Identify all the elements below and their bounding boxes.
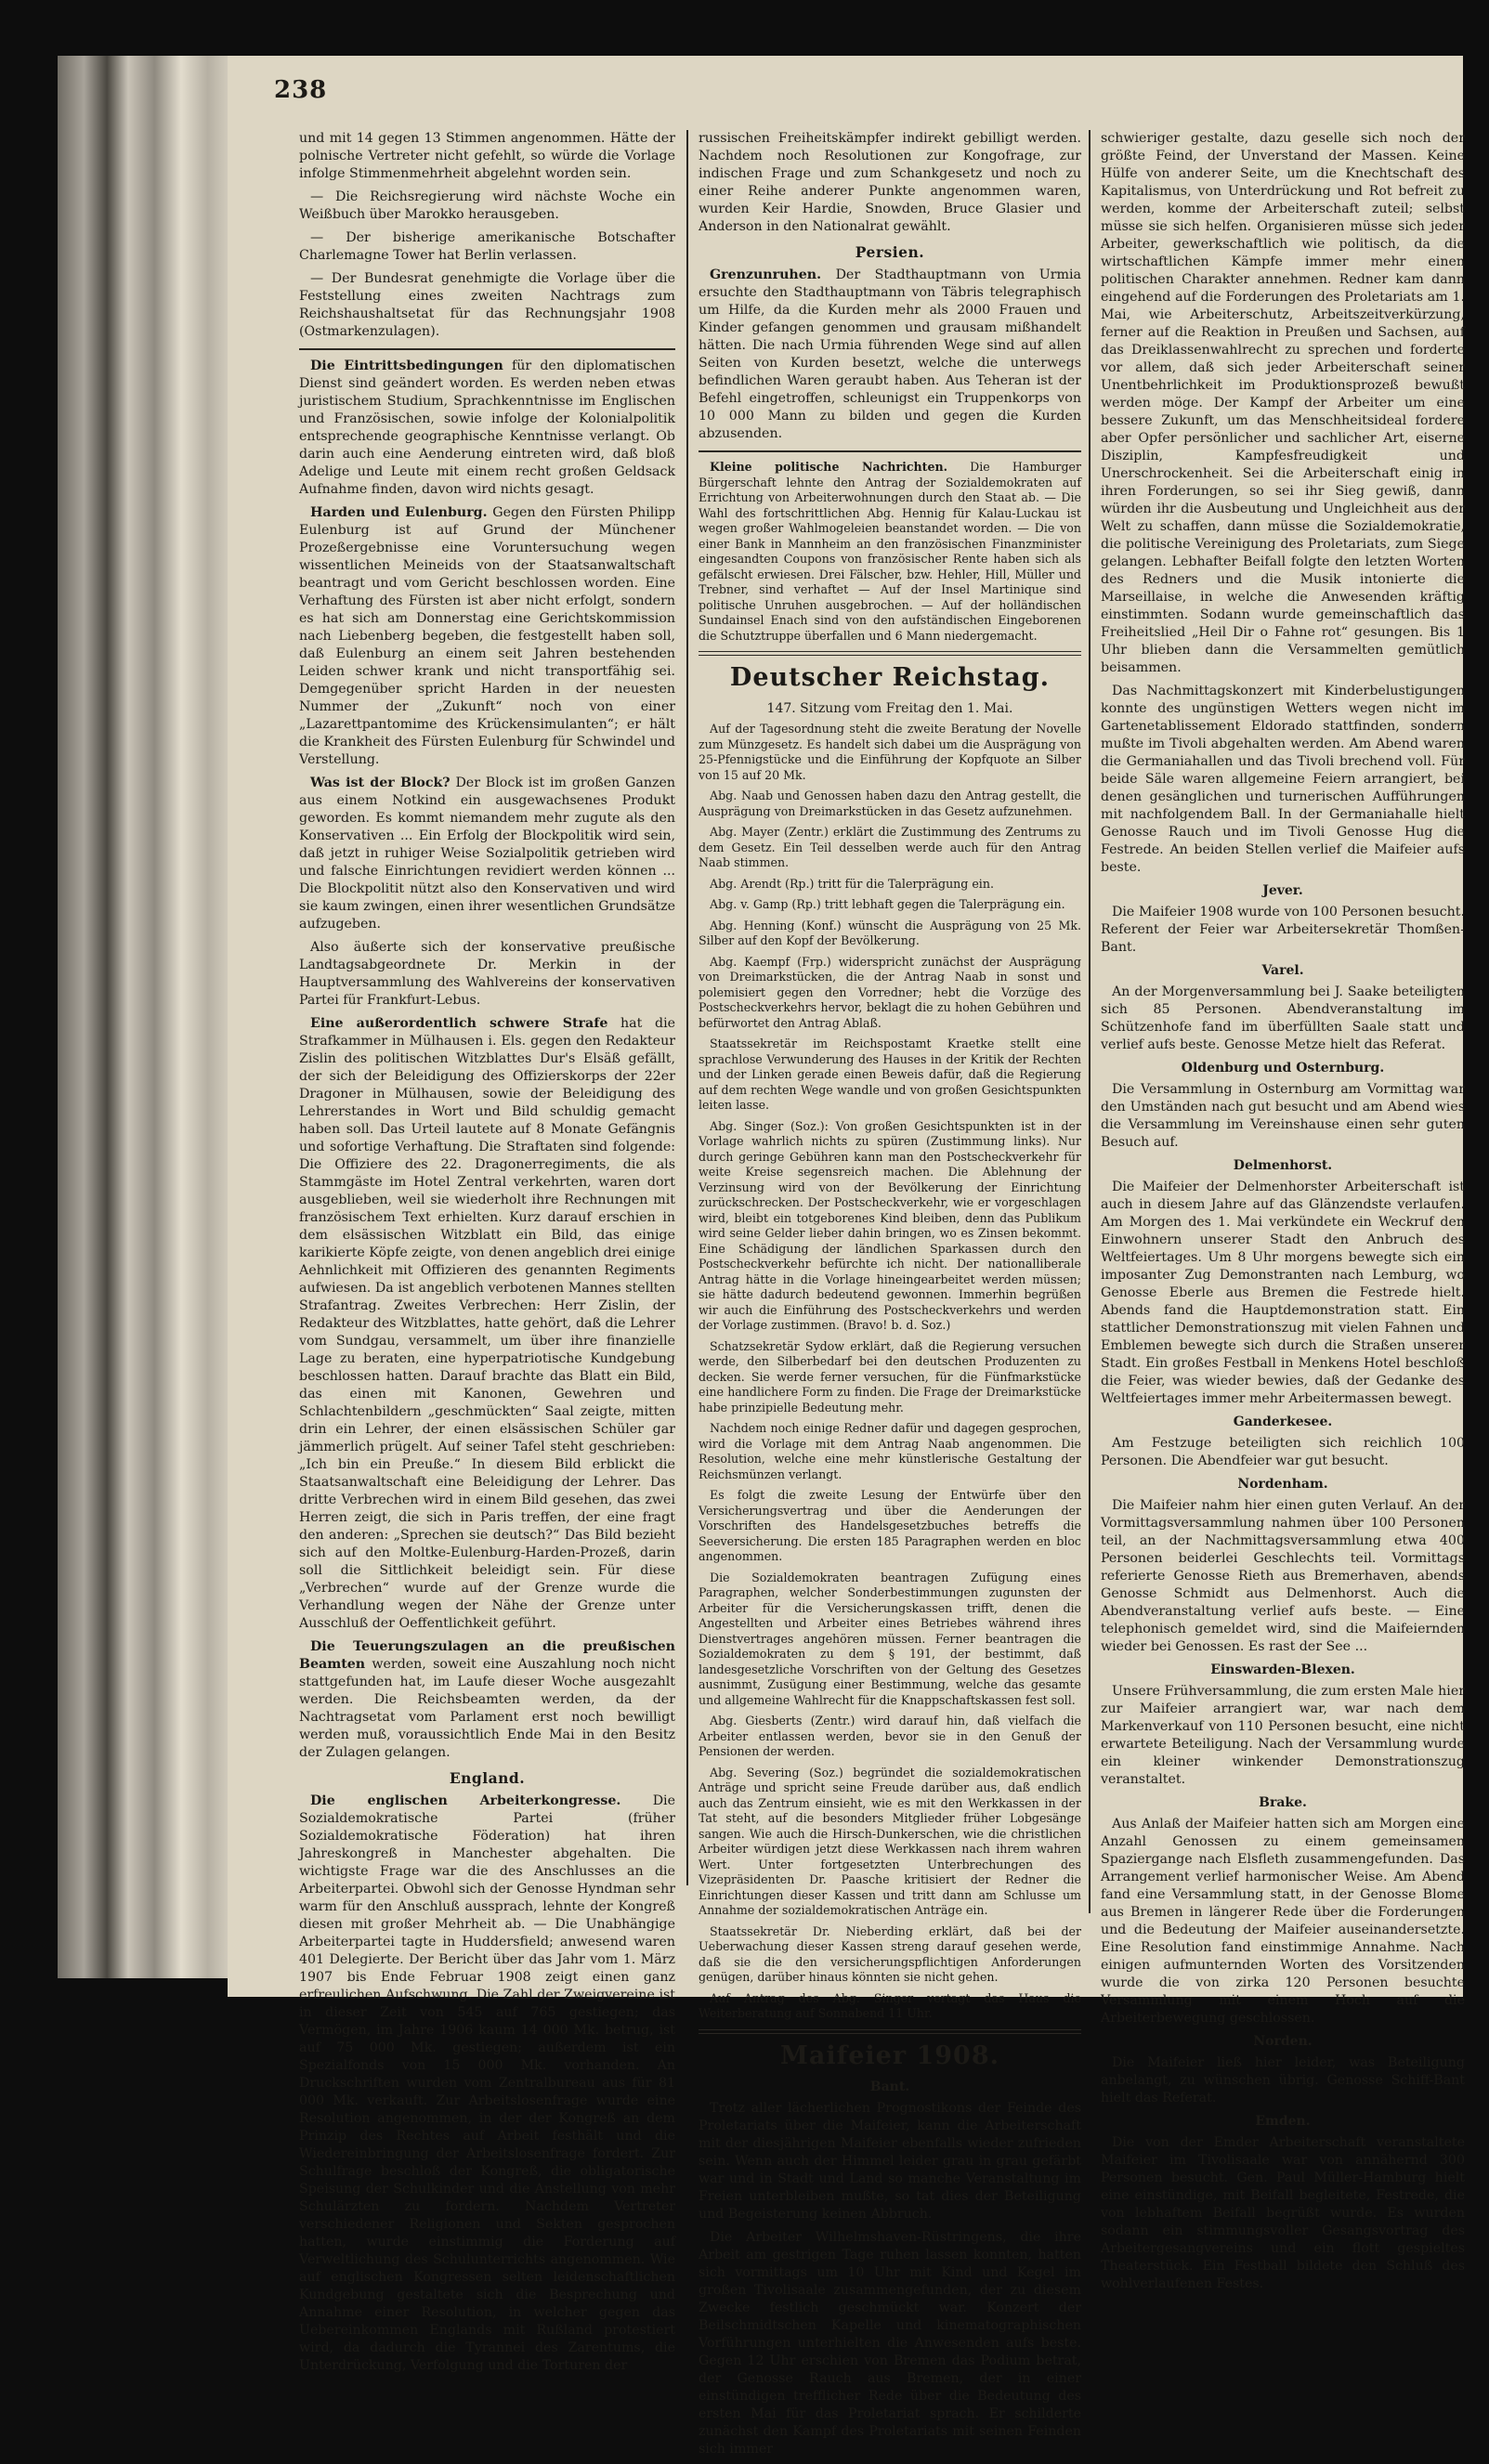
reichstag-paragraph: Abg. Singer (Soz.): Von großen Gesichtspunkten ist in der Vorlage wahrlich nichts zu spüren (Zustimmung links). Nur durch geringe Gebühren kann man den Postscheckverkehr für weite Kreise segensreich machen. Die Ablehnung der Verzinsung wird von der Bevölkerung der Einrichtung zurückschrecken. Der Postscheckverkehr, wie er vorgeschlagen wird, bleibt ein totgeborenes Kind bleiben, denn das Publikum wird seine Gelder lieber dahin bringen, wo es Zinsen bekommt. Eine Schädigung der ländlichen Sparkassen durch den Postscheckverkehr befürchte ich nicht. Der nationalliberale Antrag hätte in die Vorlage hineingearbeitet werden müssen; sie hätte dadurch bedeutend gewonnen. Immerhin begrüßen wir auch die Einführung des Postscheckverkehrs und werden der Vorlage zustimmen. (Bravo! b. d. Soz.) [699,1118,1081,1332]
article-paragraph: schwieriger gestalte, dazu geselle sich noch der größte Feind, der Unverstand der Massen. Keine Hülfe von anderer Seite, um die Knechtschaft des Kapitalismus, von Unterdrückung und Rot befreit zu werden, komme der Arbeiterschaft zuteil; selbst müsse sie sich helfen. Organisieren müsse sich jeder Arbeiter, gewerkschaftlich wie politisch, da die wirtschaftlichen Kämpfe immer mehr einen politischen Charakter annehmen. Redner kam dann eingehend auf die Forderungen des Proletariats am 1. Mai, wie Arbeiterschutz, Arbeitszeitverkürzung, ferner auf die Reaktion in Preußen und Sachsen, auf das Dreiklassenwahlrecht zu sprechen und forderte vor allem, daß sich jeder Arbeiterschaft seiner Unentbehrlichkeit im Produktionsprozeß bewußt werden möge. Der Kampf der Arbeiter um eine bessere Zukunft, um das Menschheitsideal fordere aber Opfer persönlicher und sachlicher Art, eiserne Disziplin, Kampfesfreudigkeit und Unerschrockenheit. Sei die Arbeiterschaft einig in ihren Forderungen, so sei ihr Sieg gewiß, dann würden ihr die Ausbeutung und Ungleichheit aus der Welt zu schaffen, dann müsse die Sozialdemokratie, die politische Vereinigung des Proletariats, zum Siege gelangen. Lebhafter Beifall folgte den letzten Worten des Redners und die Musik intonierte die Marseillaise, in welche die Anwesenden kräftig einstimmten. Sodann wurde gemeinschaftlich das Freiheitslied „Heil Dir o Fahne rot“ gesungen. Bis 1 Uhr blieben dann die Versammelten gemütlich beisammen. [1101,131,1465,675]
reichstag-paragraph: Auf Antrag des Abg. Singer vertagt das Haus die Weiterberatung auf Sonnabend 11 Uhr. [699,1990,1081,2020]
article-teuerungszulagen [299,1638,675,1762]
reichstag-paragraph: Abg. Severing (Soz.) begründet die sozialdemokratischen Anträge und spricht seine Freude darüber aus, daß endlich auch das Zentrum einsieht, wie es mit den Werkkassen in der Tat steht, auf die besonders Mitglieder früher Lobgesänge sangen. Wie auch die Hirsch-Dunkerschen, wie die christlichen Arbeiter würdigen jetzt diese Werkkassen nach ihrem wahren Wert. Unter fortgesetzten Unterbrechungen des Vizepräsidenten Dr. Paasche kritisiert der Redner die Einrichtungen dieser Kassen und tritt dann am Schlusse um Annahme der sozialdemokratischen Anträge ein. [699,1765,1081,1917]
article-paragraph: Trotz aller lächerlichen Prognostikons der Feinde des Proletariats über die Maifeier, kann die Arbeiterschaft mit der diesjährigen Maifeier ebenfalls wieder zufrieden sein. Wenn auch der Himmel leider grau in grau gefärbt war und in Stadt und Land so manche Veranstaltung im Freien unterbleiben mußte, so tat dies der Beteiligung und Begeisterung keinen Abbruch. [699,2100,1081,2222]
location-heading: Einswarden-Blexen. [1210,1662,1355,1677]
section-heading-maifeier: Maifeier 1908. [779,2040,1000,2070]
article-block [299,775,675,933]
article-paragraph: russischen Freiheitskämpfer indirekt gebilligt werden. Nachdem noch Resolutionen zur Kongofrage, zur indischen Frage und zum Schankgesetz und noch zu einer Reihe anderer Punkte angenommen waren, wurden Keir Hardie, Snowden, Bruce Glasier und Anderson in den Nationalrat gewählt. [699,131,1081,234]
divider [699,450,1081,452]
reichstag-paragraph: Abg. Kaempf (Frp.) widerspricht zunächst der Ausprägung von Dreimarkstücken, die der Antrag Naab in sonst und polemisiert gegen den Vorredner; hebt die Vorzüge des Postscheckverkehrs hervor, beklagt die zu hohen Gebühren und befürwortet den Antrag Ablaß. [699,954,1081,1030]
reichstag-paragraph: Staatssekretär im Reichspostamt Kraetke stellt eine sprachlose Verwunderung des Hauses in der Kritik der Rechten und der Linken gerade einen Beweis dafür, daß die Regierung auf dem rechten Wege wandle und von großen Gesichtspunkten leiten lasse. [699,1036,1081,1112]
reichstag-paragraph: Abg. Arendt (Rp.) tritt für die Talerprägung ein. [710,876,994,891]
article-paragraph: — Die Reichsregierung wird nächste Woche ein Weißbuch über Marokko herausgeben. [299,189,675,222]
reichstag-paragraph: Die Sozialdemokraten beantragen Zufügung eines Paragraphen, welcher Sonderbestimmungen zugunsten der Arbeiter für die Versicherungskassen trifft, denen die Angestellten und Arbeiter eines Betriebes während ihres Dienstvertrages angehören müssen. Ferner beantragen die Sozialdemokraten zu dem § 191, der bestimmt, daß landesgesetzliche Vorschriften von der Geltung des Gesetzes ausnimmt, Zusügung einer Bestimmung, welche das gesamte und allgemeine Wahlrecht für die Knappschaftskassen fest soll. [699,1570,1081,1707]
column-divider [1089,130,1091,1913]
reichstag-paragraph: Abg. Naab und Genossen haben dazu den Antrag gestellt, die Ausprägung von Dreimarkstücken in das Gesetz aufzunehmen. [699,789,1081,818]
article-heading: Die Eintrittsbedingungen [310,359,503,373]
column-2 [699,130,1081,2464]
reichstag-paragraph: Abg. v. Gamp (Rp.) tritt lebhaft gegen die Talerprägung ein. [710,897,1065,911]
article-paragraph: Die von der Emder Arbeiterschaft veranstaltete Maifeier im Tivolisaale war von annähernd 300 Personen besucht. Gen. Paul Müller-Hamburg hielt eine einstündige, mit Beifall begleitete, Festrede, die von lebhaftem Beifall begrüßt wurde. Es wurden sodann ein stimmungsvoller Gesangsvortrag des Arbeitergesangvereins und ein flott gespieltes Theaterstück. Ein Festball bildete den Schluß des wohlverlaufenen Festes. [1101,2135,1465,2291]
article-paragraph: An der Morgenversammlung bei J. Saake beteiligten sich 85 Personen. Abendveranstaltung im Schützenhofe fand im überfüllten Saale statt und verlief aufs beste. Genosse Metze hielt das Referat. [1101,984,1465,1052]
article-paragraph: Das Nachmittagskonzert mit Kinderbelustigungen konnte des ungünstigen Wetters wegen nicht im Gartenetablissement Eldorado stattfinden, sondern mußte im Tivoli abgehalten werden. Am Abend waren die Germaniahallen und das Tivoli brechend voll. Für beide Säle waren allgemeine Feiern arrangiert, bei denen gesänglichen und turnerischen Aufführungen mit nachfolgendem Ball. In der Germaniahalle hielt Genosse Rauch und im Tivoli Genosse Hug die Festrede. An beiden Stellen verlief die Maifeier aufs beste. [1101,684,1465,875]
article-heading: Was ist der Block? [310,776,451,790]
column-3 [1101,130,1465,2299]
section-heading-reichstag: Deutscher Reichstag. [729,663,1051,692]
session-line: 147. Sitzung vom Freitag den 1. Mai. [766,701,1013,716]
article-paragraph: Die Versammlung in Osternburg am Vormittag war den Umständen nach gut besucht und am Abend wies die Versammlung im Vereinshause einen sehr guten Besuch auf. [1101,1082,1465,1150]
article-paragraph: Aus Anlaß der Maifeier hatten sich am Morgen eine Anzahl Genossen zu einem gemeinsamen Spaziergange nach Elsfleth zusammengefunden. Das Arrangement verlief harmonischer Weise. Am Abend fand eine Versammlung statt, in der Genosse Blome aus Bremen in längerer Rede über die Forderungen und die Bedeutung der Maifeier auseinandersetzte. Eine Resolution fand einstimmige Annahme. Nach einigen aufmunternden Worten des Vorsitzenden wurde die von zirka 120 Personen besuchte Versammlung mit einem Hoch auf die Arbeiterbewegung geschlossen. [1101,1817,1465,2026]
article-heading: Eine außerordentlich schwere Strafe [310,1016,608,1031]
article-text: Der Block ist im großen Ganzen aus einem Notkind ein ausgewachsenes Produkt geworden. Es kommt niemandem mehr zugute als den Konservativen ... Ein Erfolg der Blockpolitik wird sein, daß jetzt in ruhiger Weise Sozialpolitik getrieben wird und falsche Einrichtungen revidiert werden können ... Die Blockpolitit nützt also den Konservativen und wird sie kaum zwingen, einen ihrer wesentlichen Grundsätze aufzugeben. [299,776,675,932]
location-heading: Norden. [1253,2034,1313,2049]
location-heading: Nordenham. [1237,1477,1328,1492]
column-divider [686,130,688,1885]
article-paragraph: Die Arbeiter Wilhelmshaven-Rüstringens, die ihre Arbeit am gestrigen Tage ruhen lassen konnten, hatten sich vormittags um 10 Uhr mit Kind und Kegel im großen Tivolisaale zusammengefunden, der zu diesem Zwecke festlich geschmückt war. Konzert der Beilschmidtschen Kapelle und kinematographischen Vorführungen unterhielten die Anwesenden aufs beste. Gegen 12 Uhr erschien von Bremen das Podium betrat, der Genosse Rauch aus Bremen, der in einer einstündigen trefflicher Rede über die Bedeutung des ersten Mai für das Proletariat sprach. Er schilderte zunächst den Kampf des Proletariats mit seinen Feinden sich immer [699,2229,1081,2457]
reichstag-paragraph: Auf der Tagesordnung steht die zweite Beratung der Novelle zum Münzgesetz. Es handelt sich dabei um die Ausprägung von 25-Pfennigstücke und die Einführung der Kopfquote an Silber von 15 auf 20 Mk. [699,722,1081,782]
article-text: Der Stadthauptmann von Urmia ersuchte den Stadthauptmann von Täbris telegraphisch um Hilfe, da die Kurden mehr als 2000 Frauen und Kinder gefangen genommen und grausam mißhandelt hätten. Die nach Urmia führenden Wege sind auf allen Seiten von Kurden besetzt, welche die unterwegs befindlichen Waren geraubt haben. Aus Teheran ist der Befehl eingetroffen, schleunigst ein Truppenkorps von 10 000 Mann zu bilden und gegen die Kurden abzusenden. [699,267,1081,441]
reichstag-paragraph: Abg. Giesberts (Zentr.) wird darauf hin, daß vielfach die Arbeiter entlassen werden, bevor sie in den Genuß der Pensionen der werden. [699,1714,1081,1758]
article-text: Die Sozialdemokratische Partei (früher Sozialdemokratische Föderation) hat ihren Jahreskongreß in Manchester abgehalten. Die wichtigste Frage war die des Anschlusses an die Arbeiterpartei. Obwohl sich der Genosse Hyndman sehr warm für den Anschluß aussprach, lehnte der Kongreß diesen mit großer Mehrheit ab. — Die Unabhängige Arbeiterpartei tagte in Huddersfield; anwesend waren 401 Delegierte. Der Bericht über das Jahr vom 1. März 1907 bis Ende Februar 1908 zeigt einen ganz erfreulichen Aufschwung. Die Zahl der Zweigvereine ist in dieser Zeit von 545 auf 765 gestiegen; das Vermögen, im Jahre 1906 kaum 14 000 Mk. betrug, ist auf 75 000 Mk. gestiegen; außerdem ist ein Spezialfonds von 15 000 Mk. vorhanden. An Druckschriften wurden vom Zentralbureau aus für 81 000 Mk. verkauft. Zur Arbeitslosenfrage wurde eine Resolution angenommen, in der der Kongreß an dem Prinzip des Rechtes auf Arbeit festhält und die Wiedereinbringung der Arbeitslosenfrage fordert. Zur Schulfrage beschloß der Kongreß, die obligatorische Speisung der Schulkinder und die Anstellung von mehr Schulärzten zu fordern. Nachdem Vertreter verschiedener Religionen und Sekten gesprochen hatten, wurde einstimmig die Forderung auf Verweltlichung des Schulunterrichts angenommen. Wie auf englischen Kongressen selten leidenschaftlichen Kundgebung gestaltete sich die Besprechung und Annahme einer Resolution, in welcher gegen das Uebereinkommen Englands mit Rußland protestiert wird, da dadurch die Tyrannei des Zarentums, die Unterdrückung, Verfolgung und die Torturen der [299,1793,675,2373]
article-text: für den diplomatischen Dienst sind geändert worden. Es werden neben etwas juristischem Studium, Sprachkenntnisse im Englischen und Französischen, sowie infolge der Kolonialpolitik entsprechende geographische Kenntnisse verlangt. Ob darin auch eine Aenderung eintreten wird, daß bloß Adelige und Leute mit einem recht großen Geldsack Aufnahme finden, davon wird nichts gesagt. [299,359,675,497]
location-heading: Jever. [1262,883,1303,898]
article-heading: Kleine politische Nachrichten. [710,460,948,474]
location-heading: Brake. [1259,1795,1307,1810]
divider [299,348,675,350]
article-heading: Harden und Eulenburg. [310,505,488,520]
article-eintrittsbedingungen [299,358,675,499]
article-paragraph: Am Festzuge beteiligten sich reichlich 100 Personen. Die Abendfeier war gut besucht. [1101,1436,1465,1468]
location-heading: Oldenburg und Osternburg. [1181,1061,1385,1076]
article-grenzunruhen [699,267,1081,443]
reichstag-paragraph: Staatssekretär Dr. Nieberding erklärt, daß bei der Ueberwachung dieser Kassen streng darauf gesehen werde, daß sie die den versicherungspflichtigen Anforderungen genügen, darüber hinaus könnten sie nicht gehen. [699,1923,1081,1984]
article-text: werden, soweit eine Auszahlung noch nicht stattgefunden hat, im Laufe dieser Woche ausgezahlt werden. Die Reichsbeamten werden, da der Nachtragsetat vom Parlament erst noch bewilligt werden muß, voraussichtlich Ende Mai in den Besitz der Zulagen gelangen. [299,1657,675,1760]
article-paragraph: — Der bisherige amerikanische Botschafter Charlemagne Tower hat Berlin verlassen. [299,230,675,263]
reichstag-paragraph: Nachdem noch einige Redner dafür und dagegen gesprochen, wird die Vorlage mit dem Antrag Naab angenommen. Die Resolution, welche eine mehr künstlerische Gestaltung der Reichsmünzen verlangt. [699,1421,1081,1481]
article-paragraph: Unsere Frühversammlung, die zum ersten Male hier zur Maifeier arrangiert war, war nach dem Markenverkauf von 110 Personen besucht, eine nicht erwartete Beteiligung. Nach der Versammlung wurde ein kleiner winkender Demonstrationszug veranstaltet. [1101,1684,1465,1787]
double-divider [699,2029,1081,2034]
page-number: 238 [274,76,328,104]
location-heading: Delmenhorst. [1233,1158,1333,1173]
article-paragraph: — Der Bundesrat genehmigte die Vorlage über die Feststellung eines zweiten Nachtrags zum Reichshaushaltsetat für das Rechnungsjahr 1908 (Ostmarkenzulagen). [299,271,675,339]
location-heading: Varel. [1261,963,1304,978]
reichstag-paragraph: Abg. Mayer (Zentr.) erklärt die Zustimmung des Zentrums zu dem Gesetz. Ein Teil desselben werde auch für den Antrag Naab stimmen. [699,825,1081,869]
article-paragraph: Die Maifeier 1908 wurde von 100 Personen besucht. Referent der Feier war Arbeitersekretär Thomßen-Bant. [1101,905,1465,955]
section-heading-england: England. [449,1769,526,1787]
article-heading: Die englischen Arbeiterkongresse. [310,1793,621,1808]
section-heading-persien: Persien. [855,243,925,261]
double-divider [699,651,1081,656]
reichstag-paragraph: Abg. Henning (Konf.) wünscht die Ausprägung von 25 Mk. Silber auf den Kopf der Bevölkerung. [699,918,1081,947]
location-heading: Ganderkesee. [1233,1415,1333,1429]
article-paragraph: Die Maifeier nahm hier einen guten Verlauf. An der Vormittagsversammlung nahmen über 100 Personen teil, an der Nachmittagsversammlung etwa 400 Personen beiderlei Geschlechts teil. Vormittags referierte Genosse Rieth aus Bremerhaven, abends Genosse Schmidt aus Delmenhorst. Auch die Abendveranstaltung verlief aufs beste. — Eine telephonisch gemeldet wird, sind die Maifeiernden wieder bei Genossen. Es rast der See ... [1101,1498,1465,1654]
article-harden [299,504,675,769]
article-text: Gegen den Fürsten Philipp Eulenburg ist auf Grund der Münchener Prozeßergebnisse eine Voruntersuchung wegen wissentlichen Meineids von der Staatsanwaltschaft beantragt und vom Gericht beschlossen worden. Eine Verhaftung des Fürsten ist aber nicht erfolgt, sondern es hat sich am Donnerstag eine Gerichtskommission nach Liebenberg begeben, die festgestellt haben soll, daß Eulenburg an einem seit Jahren bestehenden Leiden schwer krank und nicht transportfähig sei. Demgegenüber spricht Harden in der neuesten Nummer der „Zukunft“ noch von einer „Lazarettpantomime des Krückensimulanten“; er hält die Krankheit des Fürsten Eulenburg für Schwindel und Verstellung. [299,505,675,767]
article-strafe [299,1015,675,1633]
article-heading: Grenzunruhen. [710,267,822,282]
column-1 [299,130,675,2380]
reichstag-paragraph: Es folgt die zweite Lesung der Entwürfe über den Versicherungsvertrag und über die Aenderungen der Vorschriften des Handelsgesetzbuches betreffs die Seeversicherung. Die ersten 185 Paragraphen werden en bloc angenommen. [699,1488,1081,1563]
article-text: hat die Strafkammer in Mülhausen i. Els. gegen den Redakteur Zislin des politischen Witzblattes Dur's Elsäß gefällt, der sich der Beleidigung des Offizierskorps der 22er Dragoner in Mülhausen, sowie der Beleidigung des Lehrerstandes in Wort und Bild schuldig gemacht haben soll. Das Urteil lautete auf 8 Monate Gefängnis und sofortige Verhaftung. Die Straftaten sind folgende: Die Offiziere des 22. Dragonerregiments, die als Stammgäste im Hotel Zentral verkehrten, waren dort ausgeblieben, weil sie wiederholt ihre Rechnungen mit französischem Text erhielten. Kurz darauf erschien in dem elsässischen Witzblatt ein Bild, das einige karikierte Köpfe zeigte, von denen angeblich drei einige Aehnlichkeit mit Offizieren des genannten Regiments aufwiesen. Da ist angeblich verbotenen Mannes stellten Strafantrag. Zweites Verbrechen: Herr Zislin, der Redakteur des Witzblattes, hatte gehört, daß die Lehrer vom Sundgau, versammelt, um über ihre finanzielle Lage zu beraten, eine hyperpatriotische Kundgebung beschlossen hatten. Darauf brachte das Blatt ein Bild, das einen mit Kanonen, Gewehren und Schlachtenbildern „geschmückten“ Saal zeigte, mitten drin ein Lehrer, der einen elsässischen Schüler gar jämmerlich prügelt. Auf seiner Tafel steht geschrieben: „Ich bin ein Preuße.“ In diesem Bild erblickt die Staatsanwaltschaft eine Beleidigung der Lehrer. Das dritte Verbrechen wird in einem Bild gesehen, das zwei Herren zeigt, die sich in Paris treffen, der eine fragt den anderen: „Sprechen sie deutsch?“ Das Bild bezieht sich auf den Moltke-Eulenburg-Harden-Prozeß, darin soll die Sittlichkeit beleidigt sein. Für diese „Verbrechen“ wurde auf der Grenze wurde die Verhandlung wegen der Nähe der Grenze unter Ausschluß der Oeffentlichkeit geführt. [299,1016,676,1631]
article-paragraph: Die Maifeier der Delmenhorster Arbeiterschaft ist auch in diesem Jahre auf das Glänzendste verlaufen. Am Morgen des 1. Mai verkündete ein Weckruf den Einwohnern unserer Stadt den Anbruch des Weltfeiertages. Um 8 Uhr morgens bewegte sich ein imposanter Zug Demonstranten nach Lemburg, wo Genosse Eberle aus Bremen die Festrede hielt. Abends fand die Hauptdemonstration statt. Ein stattlicher Demonstrationszug mit vielen Fahnen und Emblemen bewegte sich durch die Straßen unserer Stadt. Ein großes Festball in Menkens Hotel beschloß die Feier, was wieder bewies, daß der Gedanke des Weltfeiertages immer mehr Arbeitermassen bewegt. [1101,1180,1465,1406]
book-binding-edge [58,56,234,1978]
article-heading: Die Teuerungszulagen an die preußischen Beamten [299,1639,675,1672]
article-paragraph: und mit 14 gegen 13 Stimmen angenommen. Hätte der polnische Vertreter nicht gefehlt, so würde die Vorlage infolge Stimmenmehrheit abgelehnt worden sein. [299,131,675,181]
article-paragraph: Also äußerte sich der konservative preußische Landtagsabgeordnete Dr. Merkin in der Hauptversammlung des Wahlvereins der konservativen Partei für Frankfurt-Lebus. [299,940,675,1008]
location-heading: Emden. [1255,2114,1311,2129]
location-heading-bant: Bant. [869,2079,910,2094]
reichstag-paragraph: Schatzsekretär Sydow erklärt, daß die Regierung versuchen werde, den Silberbedarf bei den deutschen Produzenten zu decken. Sie werde ferner versuchen, für die Fünfmarkstücke eine handlichere Form zu finden. Die Frage der Dreimarkstücke habe prinzipielle Bedeutung mehr. [699,1338,1081,1415]
article-paragraph: Die Maifeier ließ hier leider, was Beteiligung anbelangt, zu wünschen übrig. Genosse Schiff-Bant hielt das Referat. [1101,2055,1465,2105]
article-text: Die Hamburger Bürgerschaft lehnte den Antrag der Sozialdemokraten auf Errichtung von Arbeiterwohnungen durch den Staat ab. — Die Wahl des fortschrittlichen Abg. Hennig für Kalau-Luckau ist wegen großer Wahlmogeleien beanstandet worden. — Die von einer Bank in Mannheim an den französischen Finanzminister eingesandten Coupons von französischer Rente haben sich als gefälscht erwiesen. Drei Fälscher, bzw. Hehler, Hill, Müller und Trebner, sind verhaftet — Auf der Insel Martinique sind politische Unruhen ausgebrochen. — Auf der holländischen Sundainsel Enach sind von den aufständischen Eingeborenen die Schutztruppe überfallen und 6 Mann niedergemacht. [699,460,1081,643]
article-arbeiterkongresse [299,1793,675,2375]
article-kleine-nachrichten [699,460,1081,644]
